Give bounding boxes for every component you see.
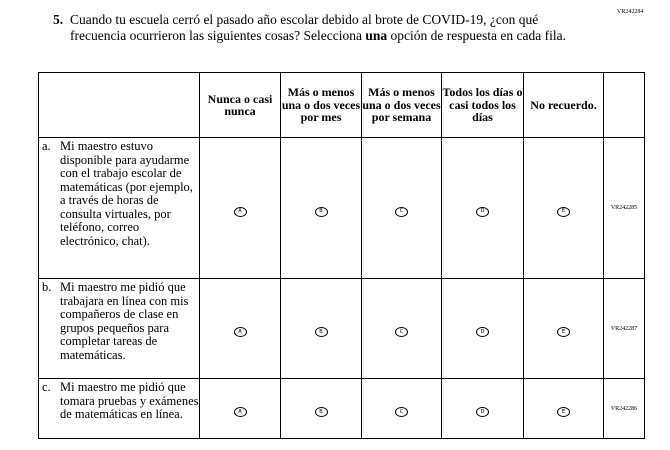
row-item bbox=[39, 279, 200, 379]
option-bubble-d[interactable]: D bbox=[476, 327, 489, 337]
header-code-blank bbox=[604, 73, 645, 138]
option-cell bbox=[442, 379, 524, 439]
option-bubble-d[interactable]: D bbox=[476, 207, 489, 217]
option-bubble-d[interactable]: D bbox=[476, 407, 489, 417]
option-cell bbox=[200, 279, 281, 379]
option-bubble-b[interactable]: B bbox=[315, 207, 328, 217]
question-code: VR242284 bbox=[617, 9, 644, 15]
option-cell bbox=[524, 138, 604, 279]
option-cell bbox=[200, 379, 281, 439]
table-row bbox=[39, 138, 645, 279]
column-header-monthly: Más o menos una o dos veces por mes bbox=[281, 73, 362, 138]
header-blank bbox=[39, 73, 200, 138]
option-bubble-e[interactable]: E bbox=[557, 327, 570, 337]
column-header-never: Nunca o casi nunca bbox=[200, 73, 281, 138]
option-cell bbox=[281, 138, 362, 279]
row-text: Mi maestro estuvo disponible para ayudarme con el trabajo escolar de matemáticas (por ejemplo, a través de horas de consulta virtuales, por teléfono, correo electrónico, chat). bbox=[60, 139, 193, 248]
option-bubble-a[interactable]: A bbox=[234, 407, 247, 417]
option-cell bbox=[524, 279, 604, 379]
response-grid bbox=[38, 72, 645, 439]
question-text-emphasis: una bbox=[365, 28, 388, 43]
option-cell bbox=[362, 138, 442, 279]
question-text-part1: Cuando tu escuela cerró el pasado año escolar debido al brote de COVID-19, ¿con qué frecuencia ocurrieron las siguientes cosas? Selecciona bbox=[70, 12, 539, 43]
row-item bbox=[39, 138, 200, 279]
option-cell bbox=[524, 379, 604, 439]
option-bubble-b[interactable]: B bbox=[315, 327, 328, 337]
option-cell bbox=[281, 379, 362, 439]
option-cell bbox=[362, 279, 442, 379]
column-header-dont-remember: No recuerdo. bbox=[524, 73, 604, 138]
header-row bbox=[39, 73, 645, 138]
row-item bbox=[39, 379, 200, 439]
table-row bbox=[39, 279, 645, 379]
row-letter: b. bbox=[42, 280, 52, 294]
option-cell bbox=[362, 379, 442, 439]
question-text-part2: opción de respuesta en cada fila. bbox=[387, 28, 566, 43]
question-number: 5. bbox=[53, 12, 64, 27]
option-bubble-c[interactable]: C bbox=[395, 327, 408, 337]
row-code: VR242285 bbox=[604, 138, 645, 279]
row-text: Mi maestro me pidió que trabajara en línea con mis compañeros de clase en grupos pequeños para completar tareas de matemáticas. bbox=[60, 280, 189, 362]
option-bubble-b[interactable]: B bbox=[315, 407, 328, 417]
row-letter: c. bbox=[42, 380, 51, 394]
option-cell bbox=[442, 138, 524, 279]
row-code: VR242287 bbox=[604, 279, 645, 379]
option-bubble-e[interactable]: E bbox=[557, 407, 570, 417]
option-cell bbox=[442, 279, 524, 379]
option-bubble-e[interactable]: E bbox=[557, 207, 570, 217]
column-header-weekly: Más o menos una o dos veces por semana bbox=[362, 73, 442, 138]
table-row bbox=[39, 379, 645, 439]
option-bubble-c[interactable]: C bbox=[395, 407, 408, 417]
column-header-daily: Todos los días o casi todos los días bbox=[442, 73, 524, 138]
option-bubble-c[interactable]: C bbox=[395, 207, 408, 217]
option-cell bbox=[281, 279, 362, 379]
option-bubble-a[interactable]: A bbox=[234, 207, 247, 217]
row-text: Mi maestro me pidió que tomara pruebas y exámenes de matemáticas en línea. bbox=[60, 380, 199, 421]
row-letter: a. bbox=[42, 139, 51, 153]
question-text bbox=[70, 12, 570, 44]
row-code: VR242286 bbox=[604, 379, 645, 439]
option-bubble-a[interactable]: A bbox=[234, 327, 247, 337]
option-cell bbox=[200, 138, 281, 279]
